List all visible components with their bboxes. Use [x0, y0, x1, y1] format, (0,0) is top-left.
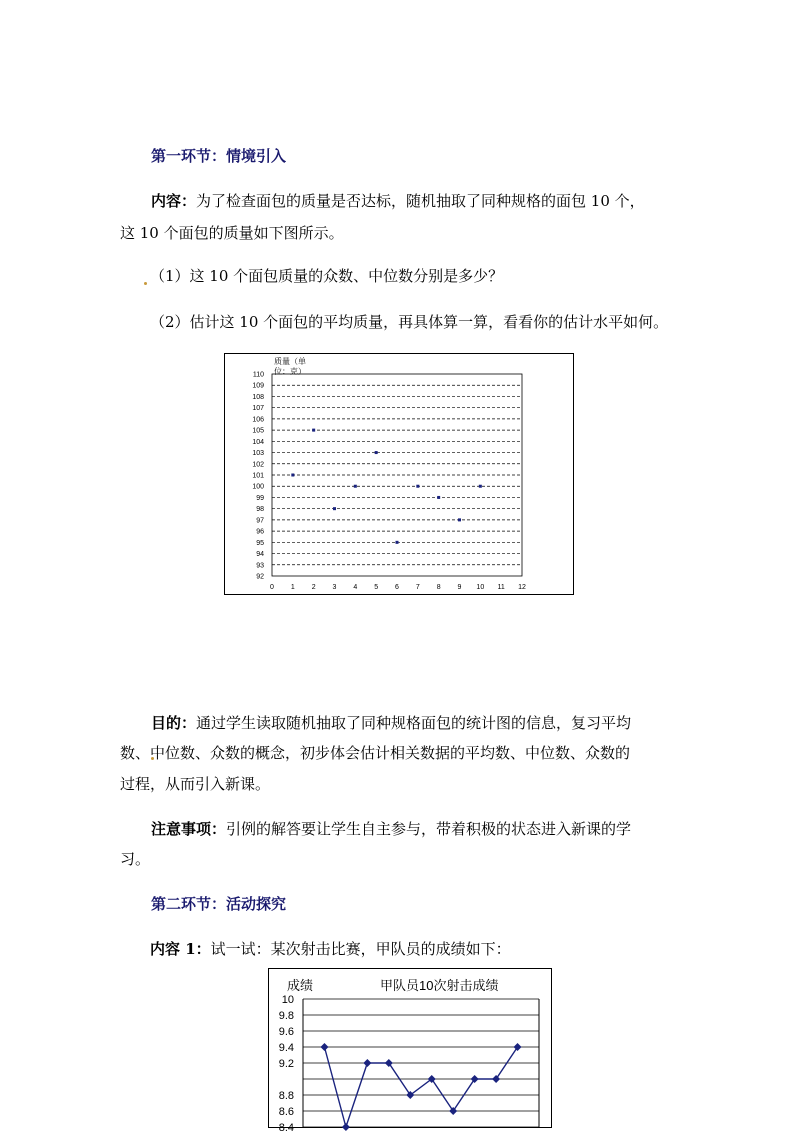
content2-line	[150, 938, 511, 960]
y-tick-label: 101	[252, 472, 264, 480]
y-tick-label: 104	[252, 438, 264, 446]
question-2: （2）估计这 10 个面包的平均质量，再具体算一算，看看你的估计水平如何。	[150, 313, 669, 331]
x-tick-label: 10	[476, 584, 485, 591]
content-label: 内容：	[151, 192, 197, 210]
content2-text: 试一试：某次射击比赛，甲队员的成绩如下：	[210, 940, 511, 958]
x-tick-label: 7	[415, 584, 420, 591]
purpose-line-2: 数、中位数、众数的概念，初步体会估计相关数据的平均数、中位数、众数的	[120, 744, 631, 762]
data-point	[354, 485, 357, 488]
x-tick-label: 3	[332, 584, 337, 591]
x-tick-label: 1	[290, 584, 295, 591]
data-point	[492, 1075, 500, 1083]
shooting-score-line-chart	[268, 968, 552, 1131]
data-point	[514, 1043, 522, 1051]
section-heading-1: 第一环节：情境引入	[151, 147, 287, 165]
purpose-text-1: 通过学生读取随机抽取了同种规格面包的统计图的信息，复习平均	[196, 714, 632, 732]
content-paragraph-line-2: 这 10 个面包的质量如下图所示。	[120, 224, 344, 242]
x-tick-label: 12	[518, 584, 526, 591]
data-point	[363, 1059, 371, 1067]
purpose-label: 目的：	[151, 714, 197, 732]
y-tick-label: 95	[256, 539, 264, 547]
data-point	[312, 429, 315, 432]
y-tick-label: 94	[256, 551, 264, 559]
y-tick-label: 9.6	[278, 1026, 294, 1038]
notes-line-1	[151, 818, 631, 840]
y-tick-label: 8.8	[278, 1090, 294, 1102]
data-point	[416, 485, 419, 488]
content-paragraph-line-1	[151, 190, 645, 212]
y-tick-label: 92	[256, 573, 264, 581]
y-tick-label: 10	[281, 994, 294, 1006]
y-tick-label: 108	[252, 393, 264, 401]
bread-weight-scatter-svg	[225, 354, 573, 594]
y-tick-label: 93	[256, 562, 264, 570]
y-tick-label: 110	[252, 371, 264, 379]
bullet-dot-1	[144, 282, 147, 285]
purpose-line-3: 过程，从而引入新课。	[120, 775, 271, 793]
content2-label: 内容 1：	[150, 940, 211, 958]
y-tick-label: 103	[252, 450, 264, 458]
data-point	[396, 541, 399, 544]
y-axis-title: 成绩	[287, 978, 314, 993]
notes-text-1: 引例的解答要让学生自主参与，带着积极的状态进入新课的学	[226, 820, 632, 838]
y-tick-label: 106	[252, 416, 264, 424]
y-tick-label: 96	[256, 528, 264, 536]
section-heading-2: 第二环节：活动探究	[151, 895, 287, 913]
notes-label: 注意事项：	[151, 820, 227, 838]
y-tick-label: 109	[252, 382, 264, 390]
data-point	[458, 518, 461, 521]
data-point	[385, 1059, 393, 1067]
x-tick-label: 4	[353, 584, 358, 591]
data-point	[320, 1043, 328, 1051]
y-tick-label: 8.6	[278, 1106, 294, 1118]
y-tick-label: 9.2	[278, 1058, 294, 1070]
data-point	[291, 474, 294, 477]
notes-line-2: 习。	[120, 850, 151, 868]
y-tick-label: 97	[256, 517, 264, 525]
x-tick-label: 6	[395, 584, 399, 591]
x-tick-label: 9	[457, 584, 462, 591]
y-tick-label: 107	[252, 405, 264, 413]
x-tick-label: 0	[270, 584, 274, 591]
y-tick-label: 9.8	[278, 1010, 294, 1022]
purpose-line-1	[151, 712, 631, 734]
y-tick-label: 99	[256, 494, 264, 502]
data-point	[471, 1075, 479, 1083]
x-tick-label: 11	[497, 584, 505, 591]
y-axis-title: 质量（单	[274, 357, 306, 366]
y-tick-label: 98	[256, 506, 264, 514]
y-tick-label: 102	[252, 461, 264, 469]
chart-title: 甲队员10次射击成绩	[380, 978, 499, 993]
content-text-1: 为了检查面包的质量是否达标，随机抽取了同种规格的面包 10 个，	[196, 192, 645, 210]
y-tick-label: 8.4	[278, 1122, 294, 1131]
data-point	[342, 1123, 350, 1131]
y-tick-label: 105	[252, 427, 264, 435]
x-tick-label: 8	[436, 584, 441, 591]
bread-weight-scatter-chart	[224, 353, 574, 595]
y-axis-title-cont: 位：克）	[274, 367, 306, 376]
x-tick-label: 5	[374, 584, 379, 591]
data-point	[479, 485, 482, 488]
data-point	[375, 451, 378, 454]
shooting-score-line-svg	[269, 969, 551, 1131]
y-tick-label: 100	[252, 483, 264, 491]
data-point	[333, 507, 336, 510]
data-point	[449, 1107, 457, 1115]
y-tick-label: 9.4	[278, 1042, 294, 1054]
x-tick-label: 2	[311, 584, 316, 591]
series-line	[324, 1047, 517, 1127]
data-point	[437, 496, 440, 499]
question-1: （1）这 10 个面包质量的众数、中位数分别是多少？	[150, 267, 504, 285]
